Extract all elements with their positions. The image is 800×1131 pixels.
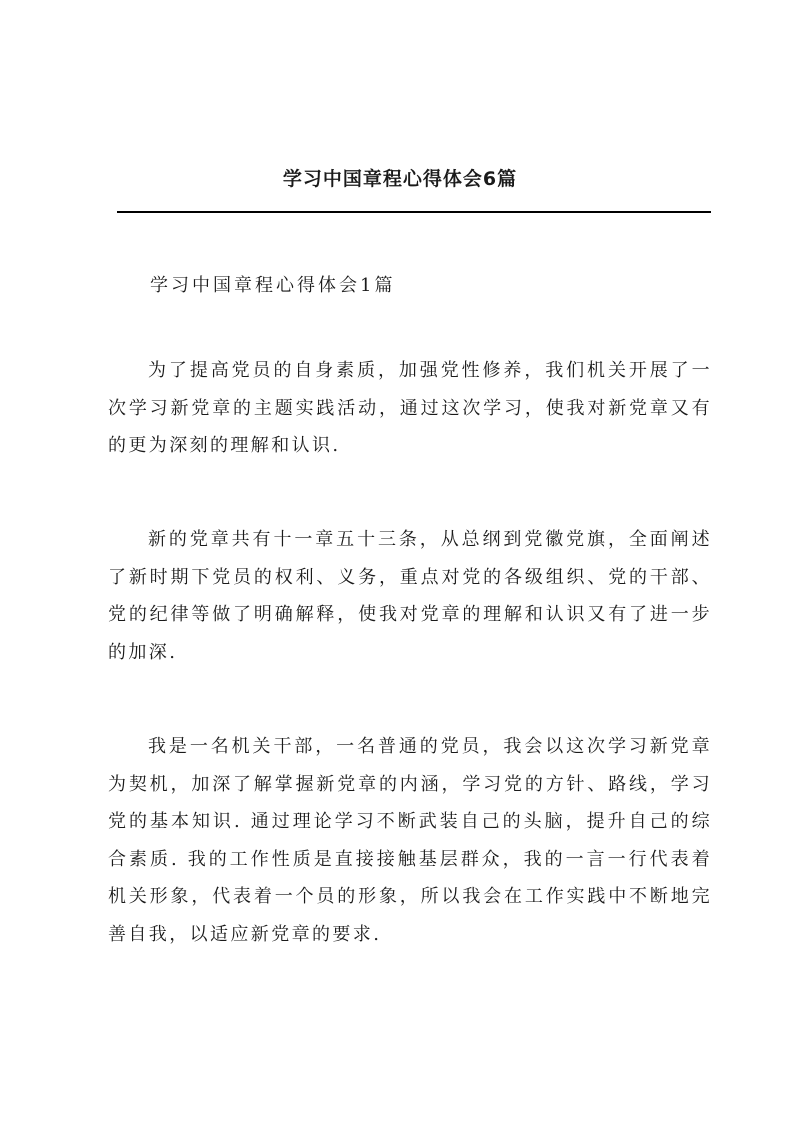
section-subtitle: 学习中国章程心得体会1篇 bbox=[150, 275, 396, 296]
paragraph-1: 为了提高党员的自身素质，加强党性修养，我们机关开展了一次学习新党章的主题实践活动，通过这次学习，使我对新党章又有的更为深刻的理解和认识. bbox=[108, 360, 712, 456]
title-divider bbox=[117, 211, 711, 213]
document-title: 学习中国章程心得体会6篇 bbox=[282, 168, 518, 190]
paragraph-3: 我是一名机关干部，一名普通的党员，我会以这次学习新党章为契机，加深了解掌握新党章的内涵，学习党的方针、路线，学习党的基本知识. 通过理论学习不断武装自己的头脑，提升自己的综合素质. 我的工作性质是直接接触基层群众，我的一言一行代表着机关形象，代表着一个员的形象，所以我会在工作实践中不断地完善自我，以适应新党章的要求. bbox=[108, 736, 712, 945]
paragraph-2: 新的党章共有十一章五十三条，从总纲到党徽党旗，全面阐述了新时期下党员的权利、义务，重点对党的各级组织、党的干部、党的纪律等做了明确解释，使我对党章的理解和认识又有了进一步的加深. bbox=[108, 529, 712, 663]
